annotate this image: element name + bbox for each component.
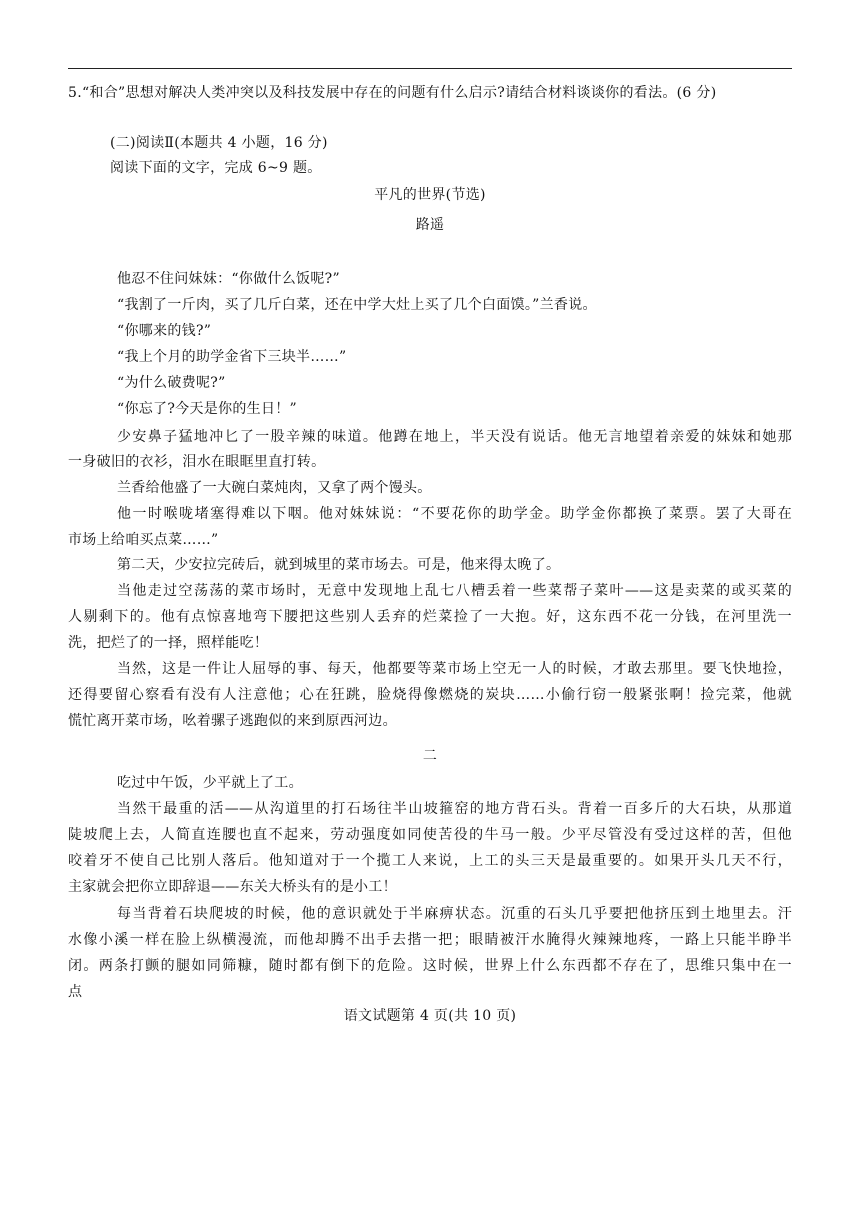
passage-line: “你哪来的钱?” <box>117 323 212 339</box>
passage-line: 每当背着石块爬坡的时候，他的意识就处于半麻痹状态。沉重的石头几乎要把他挤压到土地里去。汗 <box>117 906 792 922</box>
passage-line: 当然干最重的活——从沟道里的打石场往半山坡箍窑的地方背石头。背着一百多斤的大石块，从那道 <box>117 801 792 817</box>
section-heading: (二)阅读Ⅱ(本题共 4 小题，16 分) <box>110 135 328 151</box>
passage-line: 咬着牙不使自己比别人落后。他知道对于一个揽工人来说，上工的头三天是最重要的。如果开头几天不行， <box>68 853 792 869</box>
passage-line: 兰香给他盛了一大碗白菜炖肉，又拿了两个馒头。 <box>117 480 432 496</box>
passage-line: 陡坡爬上去，人简直连腰也直不起来，劳动强度如同使苦役的牛马一般。少平尽管没有受过这样的苦，但他 <box>68 827 792 843</box>
section-number: 二 <box>422 748 438 764</box>
passage-line: 闭。两条打颤的腿如同筛糠，随时都有倒下的危险。这时候，世界上什么东西都不存在了，思维只集中在一 <box>68 958 792 974</box>
passage-line: 主家就会把你立即辞退——东关大桥头有的是小工！ <box>68 879 397 895</box>
passage-line: 洗，把烂了的一择，照样能吃！ <box>68 635 269 651</box>
passage-line: 第二天，少安拉完砖后，就到城里的菜市场去。可是，他来得太晚了。 <box>117 557 561 573</box>
passage-line: 水像小溪一样在脸上纵横漫流，而他却腾不出手去揩一把；眼睛被汗水腌得火辣辣地疼，一路上只能半睁半 <box>68 932 792 948</box>
article-title: 平凡的世界(节选) <box>374 187 486 203</box>
header-rule <box>68 68 792 69</box>
passage-line: 点 <box>68 984 83 1000</box>
article-author: 路遥 <box>415 217 445 233</box>
passage-line: 人剔剩下的。他有点惊喜地弯下腰把这些别人丢弃的烂菜捡了一大抱。好，这东西不花一分钱，在河里洗一 <box>68 609 792 625</box>
passage-line: “为什么破费呢?” <box>117 375 226 391</box>
page-footer: 语文试题第 4 页(共 10 页) <box>343 1008 517 1024</box>
passage-line: “我割了一斤肉，买了几斤白菜，还在中学大灶上买了几个白面馍。”兰香说。 <box>117 297 597 313</box>
passage-line: 还得要留心察看有没有人注意他；心在狂跳，脸烧得像燃烧的炭块……小偷行窃一般紧张啊！捡完菜，他就 <box>68 687 792 703</box>
passage-line: 慌忙离开菜市场，吆着骡子逃跑似的来到原西河边。 <box>68 713 397 729</box>
passage-line: “我上个月的助学金省下三块半……” <box>117 349 347 365</box>
passage-line: 当然，这是一件让人屈辱的事、每天，他都要等菜市场上空无一人的时候，才敢去那里。要飞快地捡， <box>117 661 792 677</box>
passage-line: 市场上给咱买点菜……” <box>68 532 219 548</box>
passage-line: 吃过中午饭，少平就上了工。 <box>117 775 303 791</box>
section-instruction: 阅读下面的文字，完成 6~9 题。 <box>110 160 322 176</box>
passage-line: 一身破旧的衣衫，泪水在眼眶里直打转。 <box>68 454 326 470</box>
question-5: 5.“和合”思想对解决人类冲突以及科技发展中存在的问题有什么启示?请结合材料谈谈你的看法。(6 分) <box>68 85 717 101</box>
passage-line: 他忍不住问妹妹：“你做什么饭呢?” <box>117 271 340 287</box>
passage-line: 少安鼻子猛地冲匕了一股辛辣的味道。他蹲在地上，半天没有说话。他无言地望着亲爱的妹妹和她那 <box>117 429 792 445</box>
passage-line: “你忘了?今天是你的生日！” <box>117 401 298 417</box>
passage-line: 当他走过空荡荡的菜市场时，无意中发现地上乱七八槽丢着一些菜帮子菜叶——这是卖菜的或买菜的 <box>117 583 792 599</box>
passage-line: 他一时喉咙堵塞得难以下咽。他对妹妹说：“不要花你的助学金。助学金你都换了菜票。罢了大哥在 <box>117 506 792 522</box>
